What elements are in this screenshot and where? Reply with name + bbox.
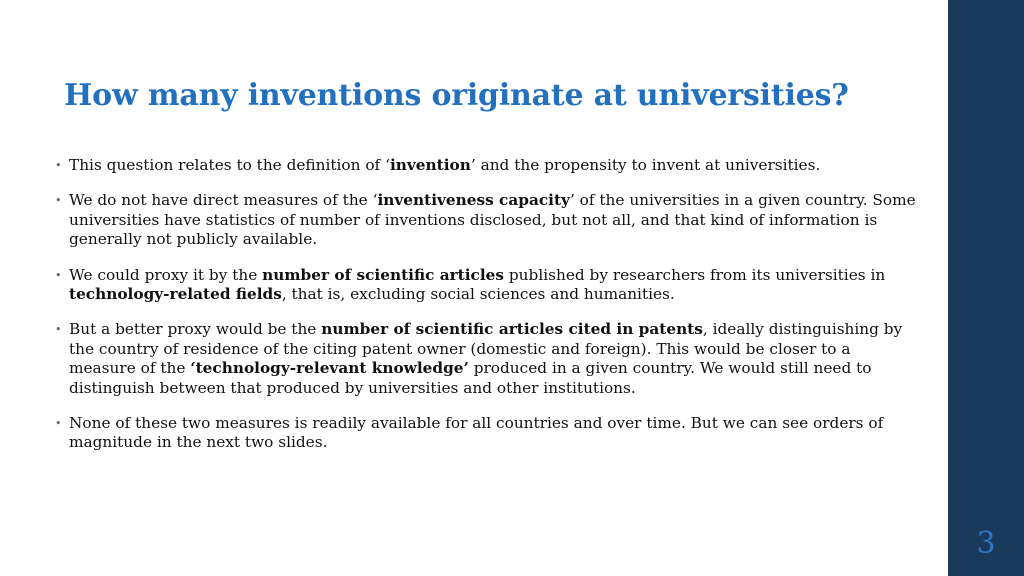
bullet-item [54, 414, 922, 453]
page-number: 3 [976, 526, 996, 561]
sidebar-accent [948, 0, 1024, 576]
bullet-text: But a better proxy would be the [69, 320, 322, 339]
bullet-dot-icon: • [55, 194, 62, 208]
bullet-emphasis: ‘technology-relevant knowledge’ [190, 359, 469, 378]
bullet-text: produced in a given country. We would still need to distinguish between that produced by universities and other institutions. [69, 359, 872, 397]
bullet-dot-icon: • [55, 268, 62, 282]
bullet-text: We could proxy it by the [69, 265, 263, 284]
slide-title: How many inventions originate at universities? [64, 78, 849, 113]
bullet-emphasis: inventiveness capacity [377, 191, 570, 210]
bullet-emphasis: invention [389, 156, 471, 174]
bullet-item [54, 320, 922, 398]
bullet-text: This question relates to the definition of ‘ [69, 156, 390, 174]
bullet-emphasis: number of scientific articles cited in patents [321, 320, 703, 339]
bullet-dot-icon: • [55, 417, 62, 431]
bullet-dot-icon: • [55, 159, 62, 172]
bullet-item [54, 191, 922, 249]
bullet-text: ’ and the propensity to invent at universities. [470, 156, 821, 174]
bullet-emphasis: number of scientific articles [262, 265, 505, 284]
bullet-text: published by researchers from its universities in [504, 265, 886, 284]
bullet-text: , that is, excluding social sciences and humanities. [281, 285, 675, 304]
bullet-dot-icon: • [55, 323, 62, 337]
bullet-list [54, 156, 922, 469]
bullet-item [54, 266, 922, 305]
bullet-text: None of these two measures is readily available for all countries and over time. But we can see orders of magnitude in the next two slides. [69, 414, 884, 452]
bullet-text: We do not have direct measures of the ‘ [69, 191, 378, 210]
bullet-item [54, 156, 922, 175]
bullet-text: ’ of the universities in a given country. Some universities have statistics of number of inventions disclosed, but not all, and that kind of information is generally not publicly available. [69, 191, 916, 249]
bullet-text: , ideally distinguishing by the country of residence of the citing patent owner (domestic and foreign). This would be closer to a measure of the [69, 320, 903, 378]
bullet-emphasis: technology-related fields [69, 285, 282, 304]
